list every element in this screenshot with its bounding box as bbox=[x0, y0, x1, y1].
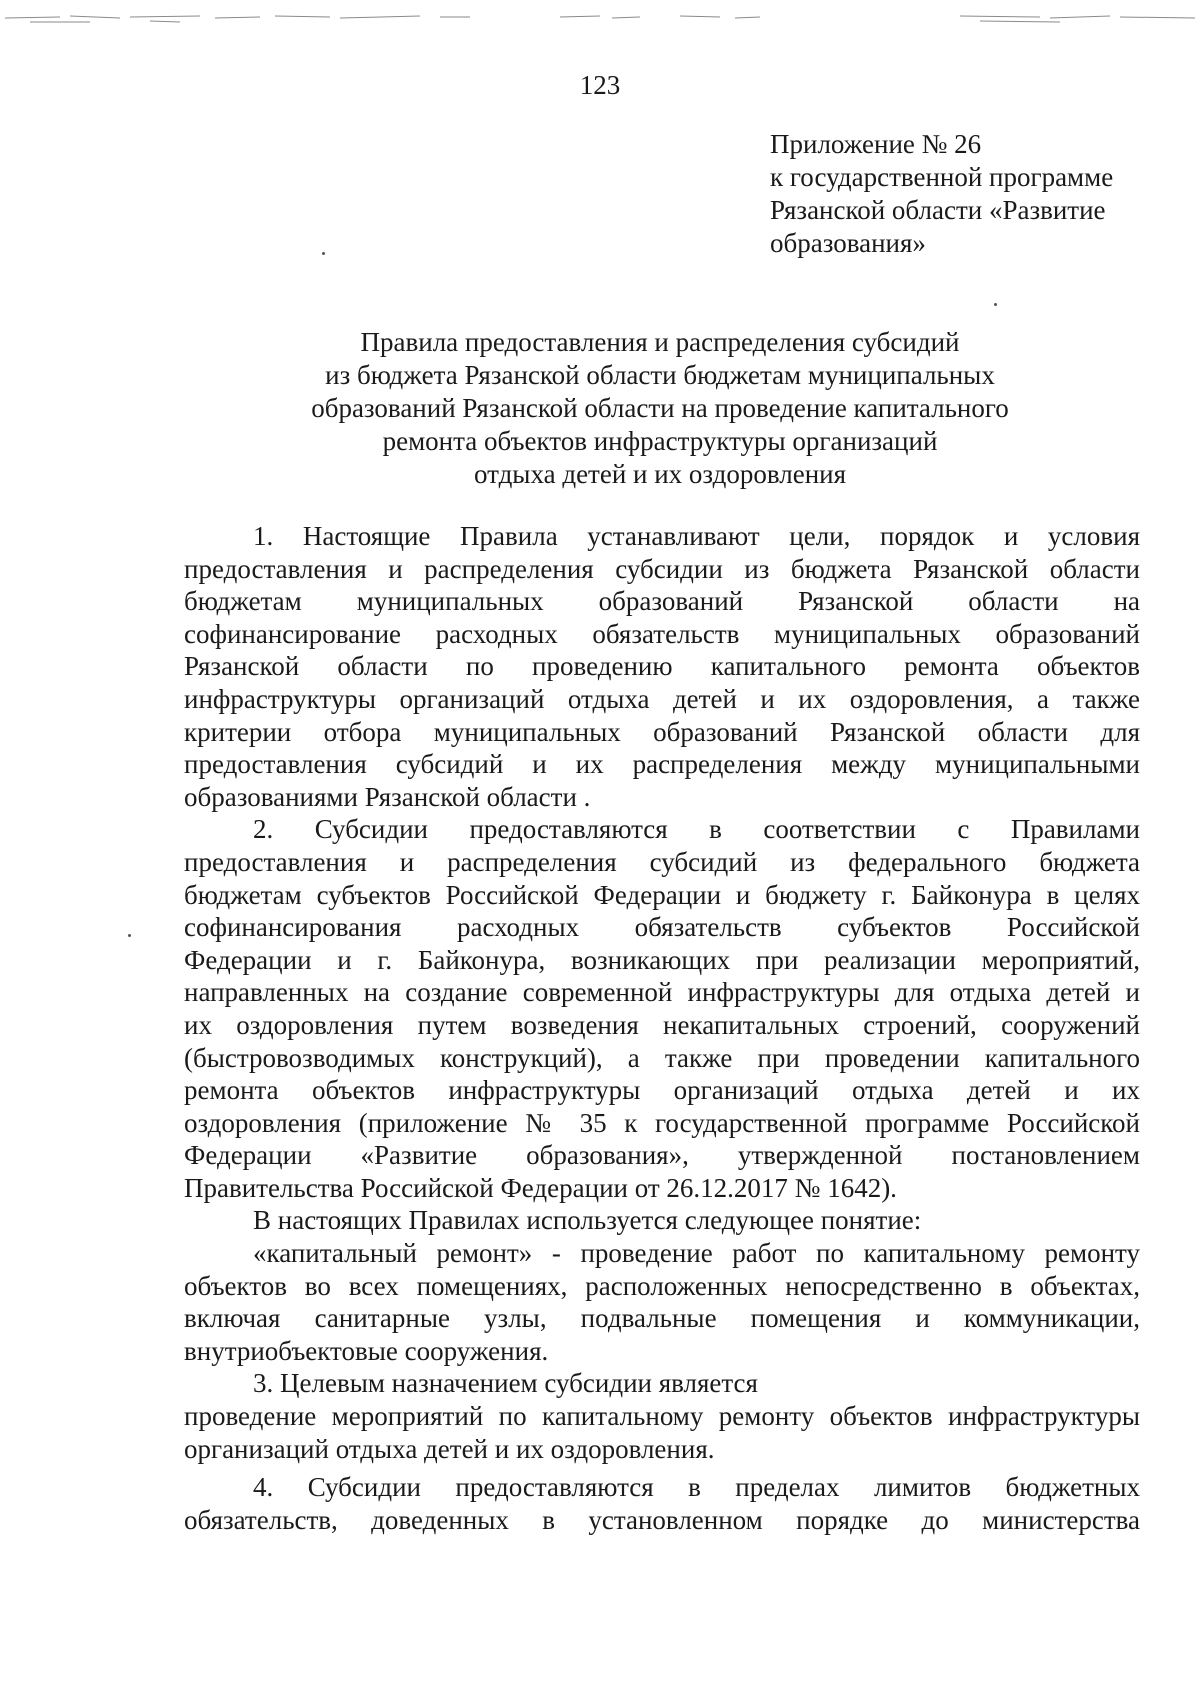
definition-line: включая санитарные узлы, подвальные помещения и коммуникации, bbox=[184, 1303, 1140, 1334]
title-line: из бюджета Рязанской области бюджетам муниципальных bbox=[325, 360, 995, 390]
scan-speck bbox=[128, 934, 131, 937]
page-number: 123 bbox=[579, 70, 621, 100]
appendix-line: к государственной программе bbox=[770, 162, 1114, 192]
scan-edge-noise bbox=[0, 0, 1200, 40]
definition-line: объектов во всех помещениях, расположенных непосредственно в объектах, bbox=[184, 1270, 1140, 1301]
scan-speck bbox=[994, 303, 997, 306]
title-line: ремонта объектов инфраструктуры организаций bbox=[382, 426, 938, 456]
paragraph-2-line: направленных на создание современной инфраструктуры для отдыха детей и bbox=[184, 977, 1140, 1008]
title-line: Правила предоставления и распределения субсидий bbox=[360, 327, 960, 357]
paragraph-4-line: 4. Субсидии предоставляются в пределах лимитов бюджетных bbox=[253, 1472, 1140, 1503]
paragraph-2-line: (быстровозводимых конструкций), а также при проведении капитального bbox=[184, 1042, 1140, 1073]
title-line: образований Рязанской области на проведение капитального bbox=[311, 393, 1009, 423]
scan-speck bbox=[322, 252, 325, 255]
paragraph-1-line: Рязанской области по проведению капитального ремонта объектов bbox=[184, 651, 1140, 682]
paragraph-4-line: обязательств, доведенных в установленном порядке до министерства bbox=[184, 1504, 1140, 1535]
paragraph-2-line: софинансирования расходных обязательств субъектов Российской bbox=[184, 912, 1140, 943]
paragraph-2-line: бюджетам субъектов Российской Федерации и бюджету г. Байконура в целях bbox=[184, 879, 1140, 910]
paragraph-1-line: инфраструктуры организаций отдыха детей и их оздоровления, а также bbox=[184, 683, 1140, 714]
appendix-line: образования» bbox=[770, 228, 926, 258]
definition-line: внутриобъектовые сооружения. bbox=[184, 1335, 549, 1366]
paragraph-1-line: предоставления субсидий и их распределения между муниципальными bbox=[184, 749, 1140, 780]
paragraph-2-line: оздоровления (приложение № 35 к государственной программе Российской bbox=[184, 1107, 1140, 1138]
title-line: отдыха детей и их оздоровления bbox=[473, 459, 847, 489]
paragraph-2-line: предоставления и распределения субсидий из федерального бюджета bbox=[184, 846, 1140, 877]
paragraph-2-line: Федерации «Развитие образования», утвержденной постановлением bbox=[184, 1140, 1140, 1171]
paragraph-2-line: их оздоровления путем возведения некапитальных строений, сооружений bbox=[184, 1009, 1140, 1040]
paragraph-1-line: критерии отбора муниципальных образований Рязанской области для bbox=[184, 716, 1140, 747]
paragraph-2-line: 2. Субсидии предоставляются в соответствии с Правилами bbox=[253, 814, 1140, 845]
paragraph-3-line: проведение мероприятий по капитальному ремонту объектов инфраструктуры bbox=[184, 1401, 1140, 1432]
document-title bbox=[180, 326, 1140, 491]
paragraph-1-line: образованиями Рязанской области . bbox=[184, 781, 591, 812]
paragraph-2-line: ремонта объектов инфраструктуры организаций отдыха детей и их bbox=[184, 1075, 1140, 1106]
definition-intro-line: В настоящих Правилах используется следующее понятие: bbox=[253, 1205, 922, 1236]
paragraph-2-line: Федерации и г. Байконура, возникающих при реализации мероприятий, bbox=[184, 944, 1140, 975]
paragraph-1-line: софинансирование расходных обязательств муниципальных образований bbox=[184, 618, 1140, 649]
appendix-note bbox=[770, 128, 1113, 260]
definition-line: «капитальный ремонт» - проведение работ по капитальному ремонту bbox=[253, 1238, 1140, 1269]
paragraph-3-line: 3. Целевым назначением субсидии является bbox=[253, 1368, 758, 1399]
paragraph-1-line: бюджетам муниципальных образований Рязанской области на bbox=[184, 586, 1140, 617]
appendix-line: Приложение № 26 bbox=[770, 129, 982, 159]
paragraph-2-line: Правительства Российской Федерации от 26.12.2017 № 1642). bbox=[184, 1172, 897, 1203]
document-body bbox=[184, 520, 1140, 1536]
paragraph-1-line: предоставления и распределения субсидии из бюджета Рязанской области bbox=[184, 553, 1140, 584]
paragraph-3-line: организаций отдыха детей и их оздоровления. bbox=[184, 1433, 715, 1464]
appendix-line: Рязанской области «Развитие bbox=[770, 195, 1106, 225]
paragraph-1-line: 1. Настоящие Правила устанавливают цели, порядок и условия bbox=[253, 521, 1140, 551]
